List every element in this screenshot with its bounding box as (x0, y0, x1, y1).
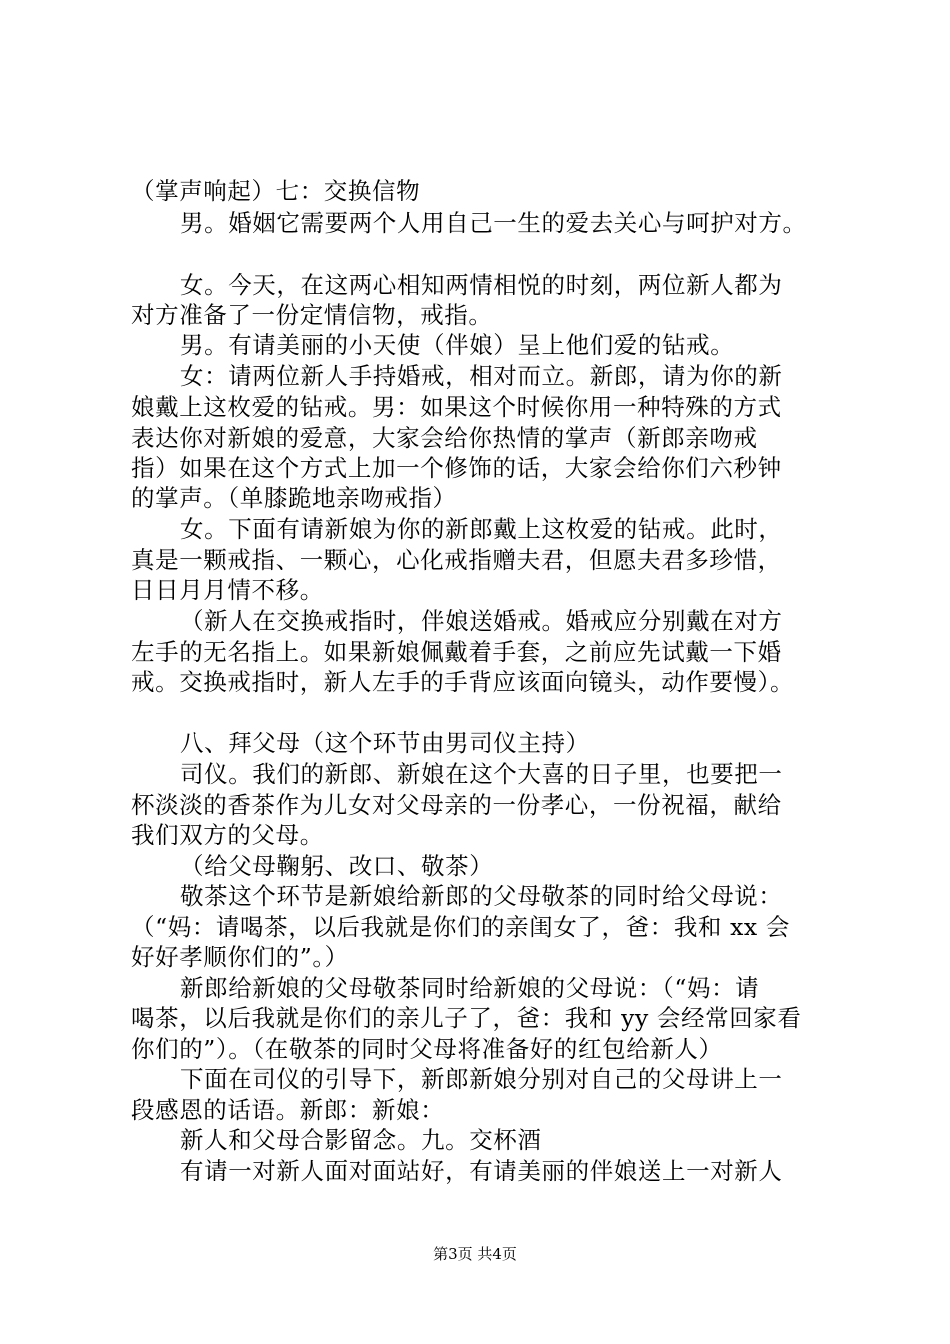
text-line: 我们双方的父母。 (131, 821, 324, 849)
text-line: 男。婚姻它需要两个人用自己一生的爱去关心与呵护对方。 (180, 209, 807, 237)
text-line: 的掌声。（单膝跪地亲吻戒指） (131, 484, 457, 512)
text-line: 真是一颗戒指、一颗心，心化戒指赠夫君，但愿夫君多珍惜， (131, 546, 782, 574)
text-line: （新人在交换戒指时，伴娘送婚戒。婚戒应分别戴在对方 (180, 607, 783, 635)
text-line: 段感恩的话语。新郎：新娘： (131, 1096, 445, 1124)
text-line: 敬茶这个环节是新娘给新郎的父母敬茶的同时给父母说： (180, 882, 783, 910)
text-line: 女：请两位新人手持婚戒，相对而立。新郎，请为你的新 (180, 362, 783, 390)
text-line: 下面在司仪的引导下，新郎新娘分别对自己的父母讲上一 (180, 1065, 783, 1093)
text-line: 有请一对新人面对面站好，有请美丽的伴娘送上一对新人 (180, 1157, 783, 1185)
text-line: 戒。交换戒指时，新人左手的手背应该面向镜头，动作要慢）。 (131, 668, 795, 696)
page-number-footer: 第3页 共4页 (433, 1245, 517, 1263)
text-line: （掌声响起）七：交换信物 (131, 177, 421, 205)
text-line: 对方准备了一份定情信物，戒指。 (131, 301, 493, 329)
text-line: 好好孝顺你们的”。） (131, 943, 349, 971)
text-line: 女。今天，在这两心相知两情相悦的时刻，两位新人都为 (180, 271, 783, 299)
text-line: 女。下面有请新娘为你的新郎戴上这枚爱的钻戒。此时， (180, 515, 783, 543)
section-heading: 八、拜父母（这个环节由男司仪主持） (180, 729, 590, 757)
text-line: 指）如果在这个方式上加一个修饰的话，大家会给你们六秒钟 (131, 454, 782, 482)
text-line: 日日月月情不移。 (131, 576, 324, 604)
text-line: 喝茶，以后我就是你们的亲儿子了，爸：我和 yy 会经常回家看 (131, 1004, 802, 1032)
text-line: （“妈：请喝茶，以后我就是你们的亲闺女了，爸：我和 xx 会 (131, 913, 790, 941)
text-line: （给父母鞠躬、改口、敬茶） (180, 852, 494, 880)
text-line: 新人和父母合影留念。九。交杯酒 (180, 1126, 542, 1154)
text-line: 你们的”）。（在敬茶的同时父母将准备好的红包给新人） (131, 1035, 723, 1063)
text-line: 娘戴上这枚爱的钻戒。男：如果这个时候你用一种特殊的方式 (131, 393, 782, 421)
text-line: 杯淡淡的香茶作为儿女对父母亲的一份孝心，一份祝福，献给 (131, 791, 782, 819)
text-line: 司仪。我们的新郎、新娘在这个大喜的日子里，也要把一 (180, 760, 783, 788)
text-line: 新郎给新娘的父母敬茶同时给新娘的父母说：（“妈：请 (180, 974, 760, 1002)
text-line: 左手的无名指上。如果新娘佩戴着手套，之前应先试戴一下婚 (131, 638, 782, 666)
text-line: 男。有请美丽的小天使（伴娘）呈上他们爱的钻戒。 (180, 331, 735, 359)
text-line: 表达你对新娘的爱意，大家会给你热情的掌声（新郎亲吻戒 (131, 424, 758, 452)
